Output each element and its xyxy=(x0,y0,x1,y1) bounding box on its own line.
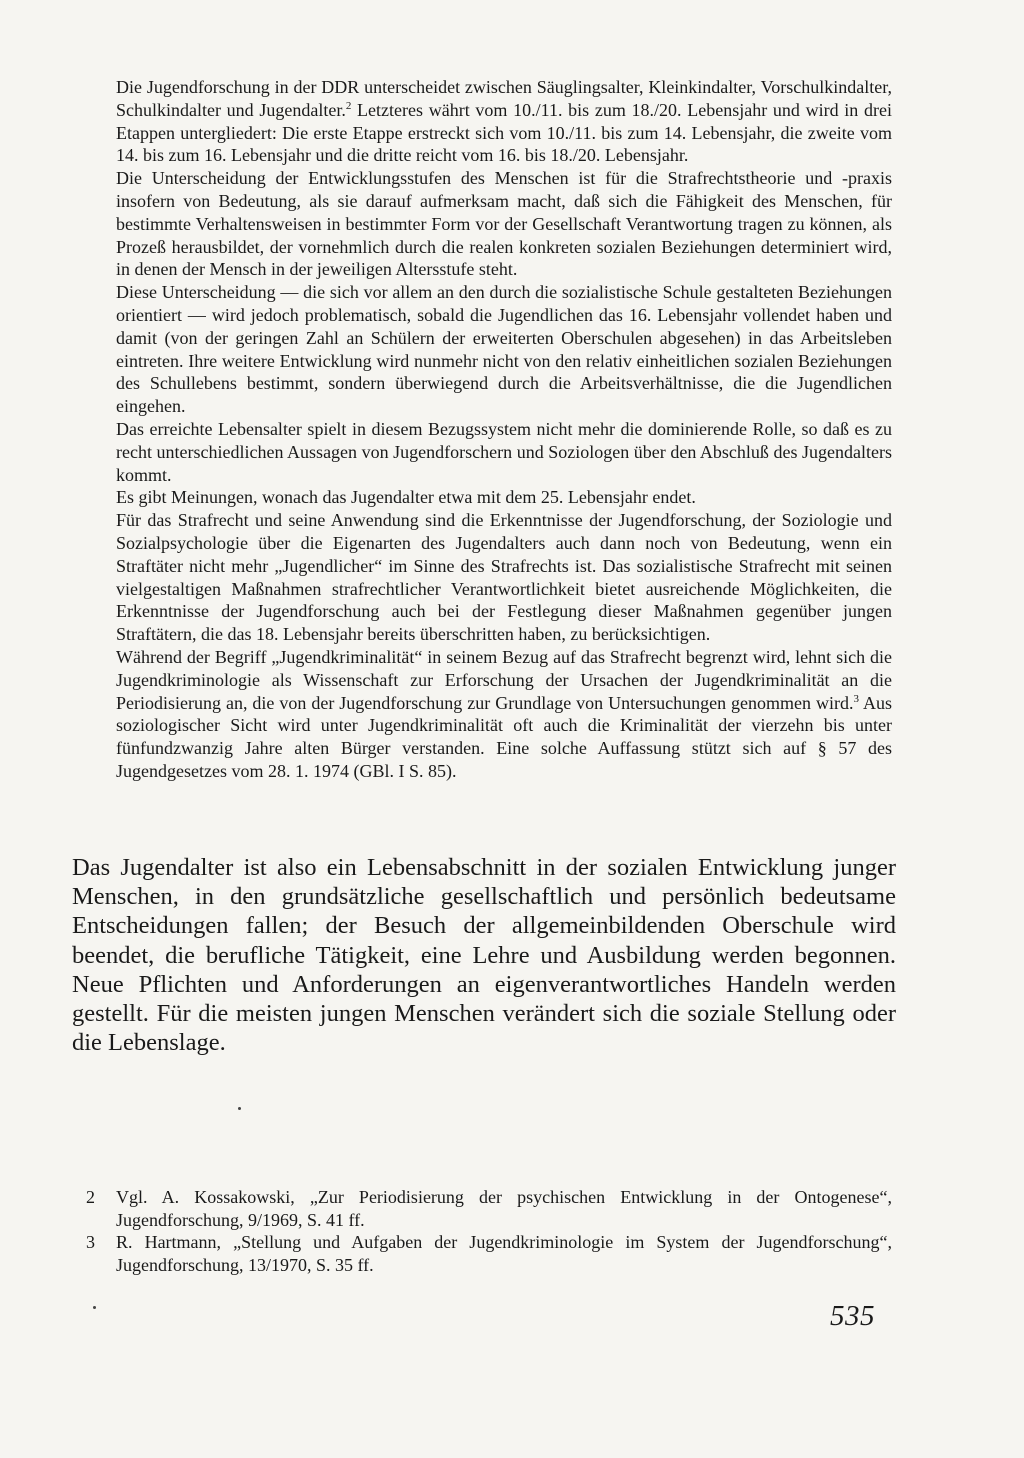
footnote-2 xyxy=(86,1186,892,1231)
paragraph-7-text-a: Während der Begriff „Jugendkriminalität“ in seinem Bezug auf das Strafrecht begrenzt wird, lehnt sich die Jugendkriminologie als Wissenschaft zur Erforschung der Ursachen der Jugendkriminalität an die Periodisierung an, die von der Jugendforschung zur Grundlage von Untersuchungen genommen wird. xyxy=(116,646,892,713)
paragraph-2: Die Unterscheidung der Entwicklungsstufen des Menschen ist für die Strafrechtstheorie und -praxis insofern von Bedeutung, als sie darauf aufmerksam macht, daß sich die Fähigkeit des Menschen, für bestimmte Verhaltensweisen in bestimmter Form vor der Gesellschaft Verantwortung tragen zu können, als Prozeß herausbildet, der vornehmlich durch die realen konkreten sozialen Beziehungen determiniert wird, in denen der Mensch in der jeweiligen Altersstufe steht. xyxy=(116,168,892,280)
paragraph-7-text-b: Aus soziologischer Sicht wird unter Jugendkriminalität oft auch die Kriminalität der vierzehn bis unter fünfundzwanzig Jahre alten Bürger verstanden. Eine solche Auffassung stützt sich auf § 57 des Jugendgesetzes vom 28. 1. 1974 (GBl. I S. 85). xyxy=(116,692,892,781)
paragraph-6: Für das Strafrecht und seine Anwendung sind die Erkenntnisse der Jugendforschung, der Soziologie und Sozialpsychologie über die Eigenarten des Jugendalters auch dann noch von Bedeutung, wenn ein Straftäter nicht mehr „Jugendlicher“ im Sinne des Strafrechts ist. Das sozialistische Strafrecht mit seinen vielgestaltigen Maßnahmen strafrechtlicher Verantwortlichkeit bietet ausreichende Möglichkeiten, die Erkenntnisse der Jugendforschung auch bei der Festlegung dieser Maßnahmen gegenüber jungen Straftätern, die das 18. Lebensjahr bereits überschritten haben, zu berücksichtigen. xyxy=(116,510,892,645)
paragraph-1-text-a: Die Jugendforschung in der DDR unterscheidet zwischen Säuglingsalter, Kleinkindalter, Vorschulkindalter, Schulkindalter und Jugendalter. xyxy=(116,77,892,120)
main-text xyxy=(116,76,892,783)
scan-speck xyxy=(93,1306,96,1309)
emphasis-block xyxy=(72,853,896,1057)
footnote-number: 2 xyxy=(86,1187,95,1207)
paragraph-7 xyxy=(116,646,892,783)
footnote-text: Vgl. A. Kossakowski, „Zur Periodisierung der psychischen Entwicklung in der Ontogenese“, Jugendforschung, 9/1969, S. 41 ff. xyxy=(116,1187,892,1230)
paragraph-1 xyxy=(116,76,892,167)
footnote-3 xyxy=(86,1231,892,1276)
paragraph-3: Diese Unterscheidung — die sich vor allem an den durch die sozialistische Schule gestalteten Beziehungen orientiert — wird jedoch problematisch, sobald die Jugendlichen das 16. Lebensjahr vollendet haben und damit (von der geringen Zahl an Schülern der erweiterten Oberschulen abgesehen) in das Arbeitsleben eintreten. Ihre weitere Entwicklung wird nunmehr nicht von den relativ einheitlichen sozialen Beziehungen des Schullebens bestimmt, sondern überwiegend durch die Arbeitsverhältnisse, die die Jugendlichen eingehen. xyxy=(116,282,892,417)
emphasis-text: Das Jugendalter ist also ein Lebensabschnitt in der sozialen Entwicklung junger Menschen, in den grundsätzliche gesellschaftlich und persönlich bedeutsame Entscheidungen fallen; der Besuch der allgemeinbildenden Oberschule wird beendet, die berufliche Tätigkeit, eine Lehre und Ausbildung werden begonnen. Neue Pflichten und Anforderungen an eigenverantwortliches Handeln werden gestellt. Für die meisten jungen Menschen verändert sich die soziale Stellung oder die Lebenslage. xyxy=(72,854,896,1057)
scan-speck xyxy=(238,1107,241,1110)
paragraph-5: Es gibt Meinungen, wonach das Jugendalter etwa mit dem 25. Lebensjahr endet. xyxy=(116,487,696,508)
footnote-ref-3: 3 xyxy=(853,692,860,705)
footnote-number: 3 xyxy=(86,1232,95,1252)
footnotes xyxy=(86,1186,892,1276)
paragraph-4: Das erreichte Lebensalter spielt in diesem Bezugssystem nicht mehr die dominierende Rolle, so daß es zu recht unterschiedlichen Aussagen von Jugendforschern und Soziologen über den Abschluß des Jugendalters kommt. xyxy=(116,418,892,485)
page-number: 535 xyxy=(830,1300,875,1332)
footnote-ref-2: 2 xyxy=(345,99,352,112)
paragraph-1-text-b: Letzteres währt vom 10./11. bis zum 18./20. Lebensjahr und wird in drei Etappen untergliedert: Die erste Etappe erstreckt sich vom 10./11. bis zum 14. Lebensjahr, die zweite vom 14. bis zum 16. Lebensjahr und die dritte reicht vom 16. bis 18./20. Lebensjahr. xyxy=(116,99,892,166)
footnote-text: R. Hartmann, „Stellung und Aufgaben der Jugendkriminologie im System der Jugendforschung“, Jugendforschung, 13/1970, S. 35 ff. xyxy=(116,1232,892,1275)
